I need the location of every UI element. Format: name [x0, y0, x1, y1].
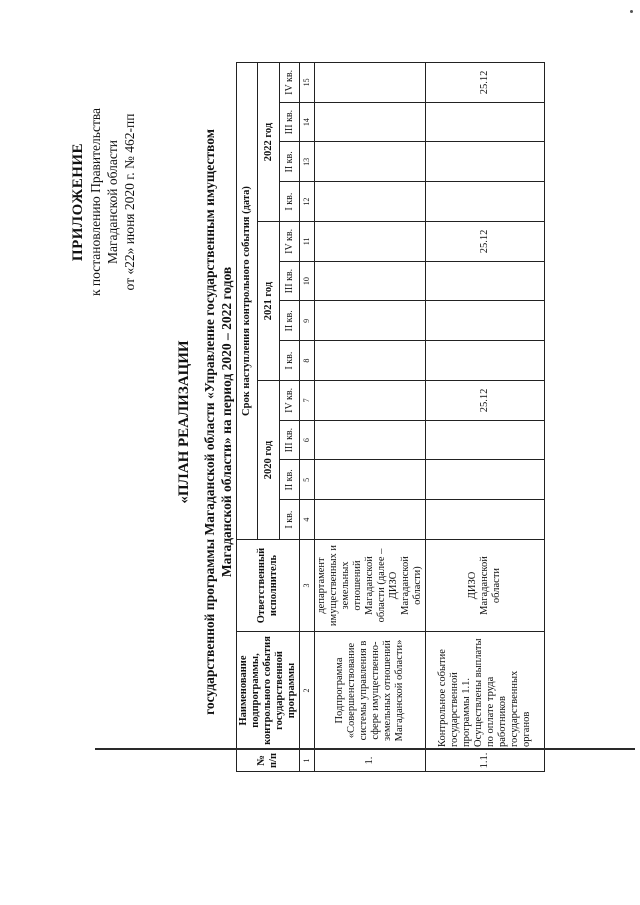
row-quarter-cell	[315, 261, 426, 301]
row-quarter-cell	[315, 500, 426, 540]
column-number: 13	[300, 142, 315, 182]
row-executor: ДИЗО Магаданской области	[426, 540, 545, 632]
header-quarter: II кв.	[279, 142, 299, 182]
header-row-1	[237, 63, 258, 772]
row-quarter-cell	[426, 460, 545, 500]
header-quarter: II кв.	[279, 301, 299, 341]
header-year-2021: 2021 год	[258, 222, 279, 381]
appendix-line-1: к постановлению Правительства	[88, 107, 103, 297]
row-quarter-cell	[426, 500, 545, 540]
header-executor: Ответственный исполнитель	[237, 540, 300, 632]
row-num: 1.	[315, 750, 426, 772]
row-name: Подпрограмма «Совершенствование системы управления в сфере имущественно-земельных отношений Магаданской области»	[315, 632, 426, 750]
column-number: 2	[300, 632, 315, 750]
row-quarter-cell	[426, 102, 545, 142]
row-quarter-cell	[426, 182, 545, 222]
column-number-row	[300, 63, 315, 772]
row-quarter-cell	[315, 222, 426, 262]
row-quarter-cell	[426, 341, 545, 381]
row-quarter-cell: 25.12	[426, 63, 545, 103]
column-number: 1	[300, 750, 315, 772]
row-quarter-cell	[315, 381, 426, 421]
row-quarter-cell	[315, 301, 426, 341]
column-number: 14	[300, 102, 315, 142]
row-quarter-cell	[315, 102, 426, 142]
row-name: Контрольное событие государственной программы 1.1. Осуществлены выплаты по оплате труда работников государственных органов	[426, 632, 545, 750]
row-num: 1.1.	[426, 750, 545, 772]
column-number: 15	[300, 63, 315, 103]
row-quarter-cell: 25.12	[426, 381, 545, 421]
row-quarter-cell	[315, 63, 426, 103]
appendix-title: ПРИЛОЖЕНИЕ	[70, 142, 86, 262]
column-number: 10	[300, 261, 315, 301]
plan-subtitle-2: Магаданской области» на период 2020 – 2022 годов	[219, 266, 234, 578]
plan-title: «ПЛАН РЕАЛИЗАЦИИ	[176, 340, 192, 504]
header-deadline: Срок наступления контрольного события (дата)	[237, 63, 258, 540]
header-num: № п/п	[237, 750, 300, 772]
row-quarter-cell	[426, 301, 545, 341]
row-quarter-cell	[315, 460, 426, 500]
header-year-2022: 2022 год	[258, 63, 279, 222]
row-quarter-cell	[426, 142, 545, 182]
row-quarter-cell	[426, 420, 545, 460]
column-number: 6	[300, 420, 315, 460]
header-quarter: III кв.	[279, 420, 299, 460]
appendix-line-3: от «22» июня 2020 г. № 462-пп	[122, 113, 137, 291]
column-number: 4	[300, 500, 315, 540]
header-quarter: III кв.	[279, 261, 299, 301]
header-year-2020: 2020 год	[258, 381, 279, 540]
column-number: 3	[300, 540, 315, 632]
plan-block	[176, 52, 235, 792]
table-row	[426, 63, 545, 772]
header-quarter: II кв.	[279, 460, 299, 500]
page-cut-line	[95, 748, 635, 750]
row-quarter-cell	[315, 142, 426, 182]
column-number: 8	[300, 341, 315, 381]
plan-table	[236, 62, 545, 772]
row-quarter-cell	[315, 341, 426, 381]
row-quarter-cell: 25.12	[426, 222, 545, 262]
appendix-block	[70, 52, 138, 352]
header-quarter: IV кв.	[279, 381, 299, 421]
column-number: 7	[300, 381, 315, 421]
column-number: 12	[300, 182, 315, 222]
row-quarter-cell	[315, 420, 426, 460]
header-quarter: III кв.	[279, 102, 299, 142]
scan-speck	[630, 10, 633, 13]
rotated-page	[22, 52, 622, 792]
column-number: 11	[300, 222, 315, 262]
plan-subtitle-1: государственной программы Магаданской области «Управление государственным имуществом	[202, 129, 217, 715]
table-row	[315, 63, 426, 772]
header-quarter: IV кв.	[279, 63, 299, 103]
header-quarter: I кв.	[279, 500, 299, 540]
document-heading	[22, 52, 242, 792]
row-quarter-cell	[315, 182, 426, 222]
row-quarter-cell	[426, 261, 545, 301]
header-name: Наименование подпрограммы, контрольного события государственной программы	[237, 632, 300, 750]
header-quarter: IV кв.	[279, 222, 299, 262]
column-number: 9	[300, 301, 315, 341]
column-number: 5	[300, 460, 315, 500]
row-executor: департамент имущественных и земельных отношений Магаданской области (далее – ДИЗО Магаданской области)	[315, 540, 426, 632]
appendix-line-2: Магаданской области	[105, 140, 120, 264]
header-quarter: I кв.	[279, 341, 299, 381]
header-quarter: I кв.	[279, 182, 299, 222]
